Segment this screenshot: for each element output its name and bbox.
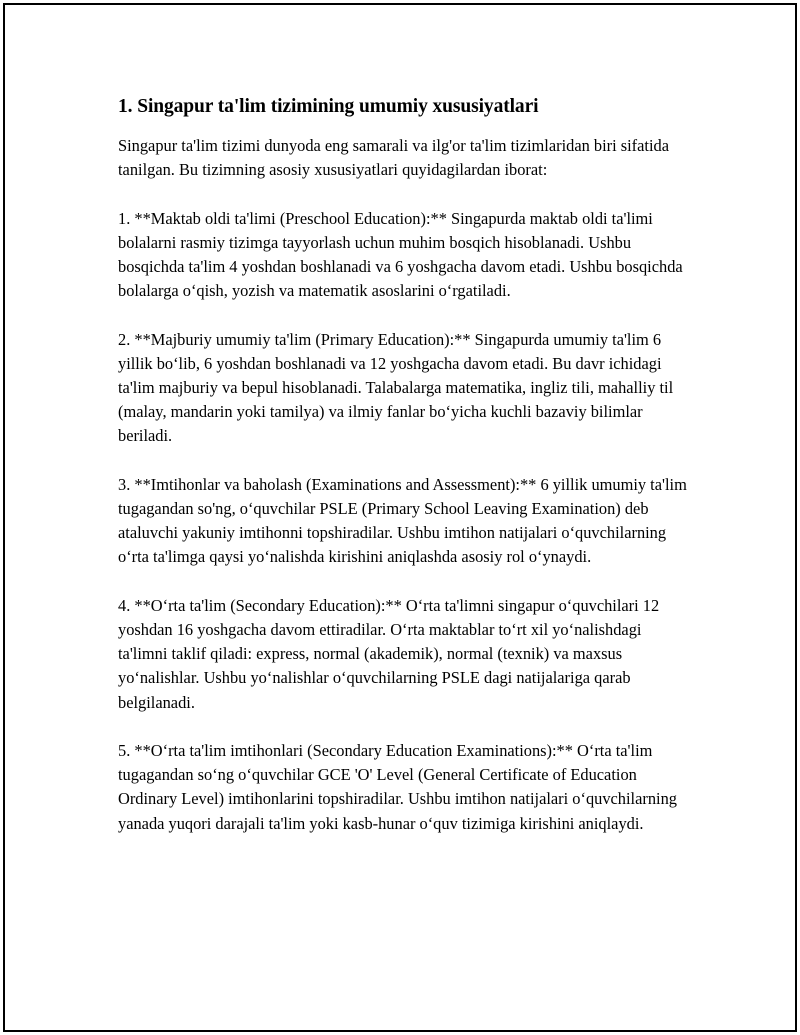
paragraph-secondary-examinations: 5. **Oʻrta ta'lim imtihonlari (Secondary Education Examinations):** Oʻrta ta'lim tugagandan soʻng oʻquvchilar GCE 'O' Level (General Certificate of Education Ordinary Level) imtihonlarini topshiradilar. Ushbu imtihon natijalari oʻquvchilarning yanada yuqori darajali ta'lim yoki kasb-hunar oʻquv tizimiga kirishini aniqlaydi. (118, 741, 677, 833)
paragraph-preschool-education: 1. **Maktab oldi ta'limi (Preschool Education):** Singapurda maktab oldi ta'limi bolalarni rasmiy tizimga tayyorlash uchun muhim bosqich hisoblanadi. Ushbu bosqichda ta'lim 4 yoshdan boshlanadi va 6 yoshgacha davom etadi. Ushbu bosqichda bolalarga oʻqish, yozish va matematik asoslarini oʻrgatiladi. (118, 208, 683, 301)
section-heading: 1. Singapur ta'lim tizimining umumiy xususiyatlari (118, 96, 539, 117)
paragraph-secondary-education: 4. **Oʻrta ta'lim (Secondary Education):** Oʻrta ta'limni singapur oʻquvchilari 12 yoshdan 16 yoshgacha davom ettiradilar. Oʻrta maktablar toʻrt xil yoʻnalishdagi ta'limni taklif qiladi: express, normal (akademik), normal (texnik) va maxsus yoʻnalishlar. Ushbu yoʻnalishlar oʻquvchilarning PSLE dagi natijalariga qarab belgilanadi. (118, 595, 660, 712)
paragraph-primary-education: 2. **Majburiy umumiy ta'lim (Primary Education):** Singapurda umumiy ta'lim 6 yillik boʻlib, 6 yoshdan boshlanadi va 12 yoshgacha davom etadi. Bu davr ichidagi ta'lim majburiy va bepul hisoblanadi. Talabalarga matematika, ingliz tili, mahalliy til (malay, mandarin yoki tamilya) va ilmiy fanlar boʻyicha kuchli bazaviy bilimlar beriladi. (118, 329, 674, 446)
paragraph-examinations-assessment: 3. **Imtihonlar va baholash (Examinations and Assessment):** 6 yillik umumiy ta'lim tugagandan so'ng, oʻquvchilar PSLE (Primary School Leaving Examination) deb ataluvchi yakuniy imtihonni topshiradilar. Ushbu imtihon natijalari oʻquvchilarning oʻrta ta'limga qaysi yoʻnalishda kirishini aniqlashda asosiy rol oʻynaydi. (118, 474, 687, 567)
document-body (118, 94, 688, 836)
intro-paragraph: Singapur ta'lim tizimi dunyoda eng samarali va ilg'or ta'lim tizimlaridan biri sifatida tanilgan. Bu tizimning asosiy xususiyatlari quyidagilardan iborat: (118, 136, 669, 180)
